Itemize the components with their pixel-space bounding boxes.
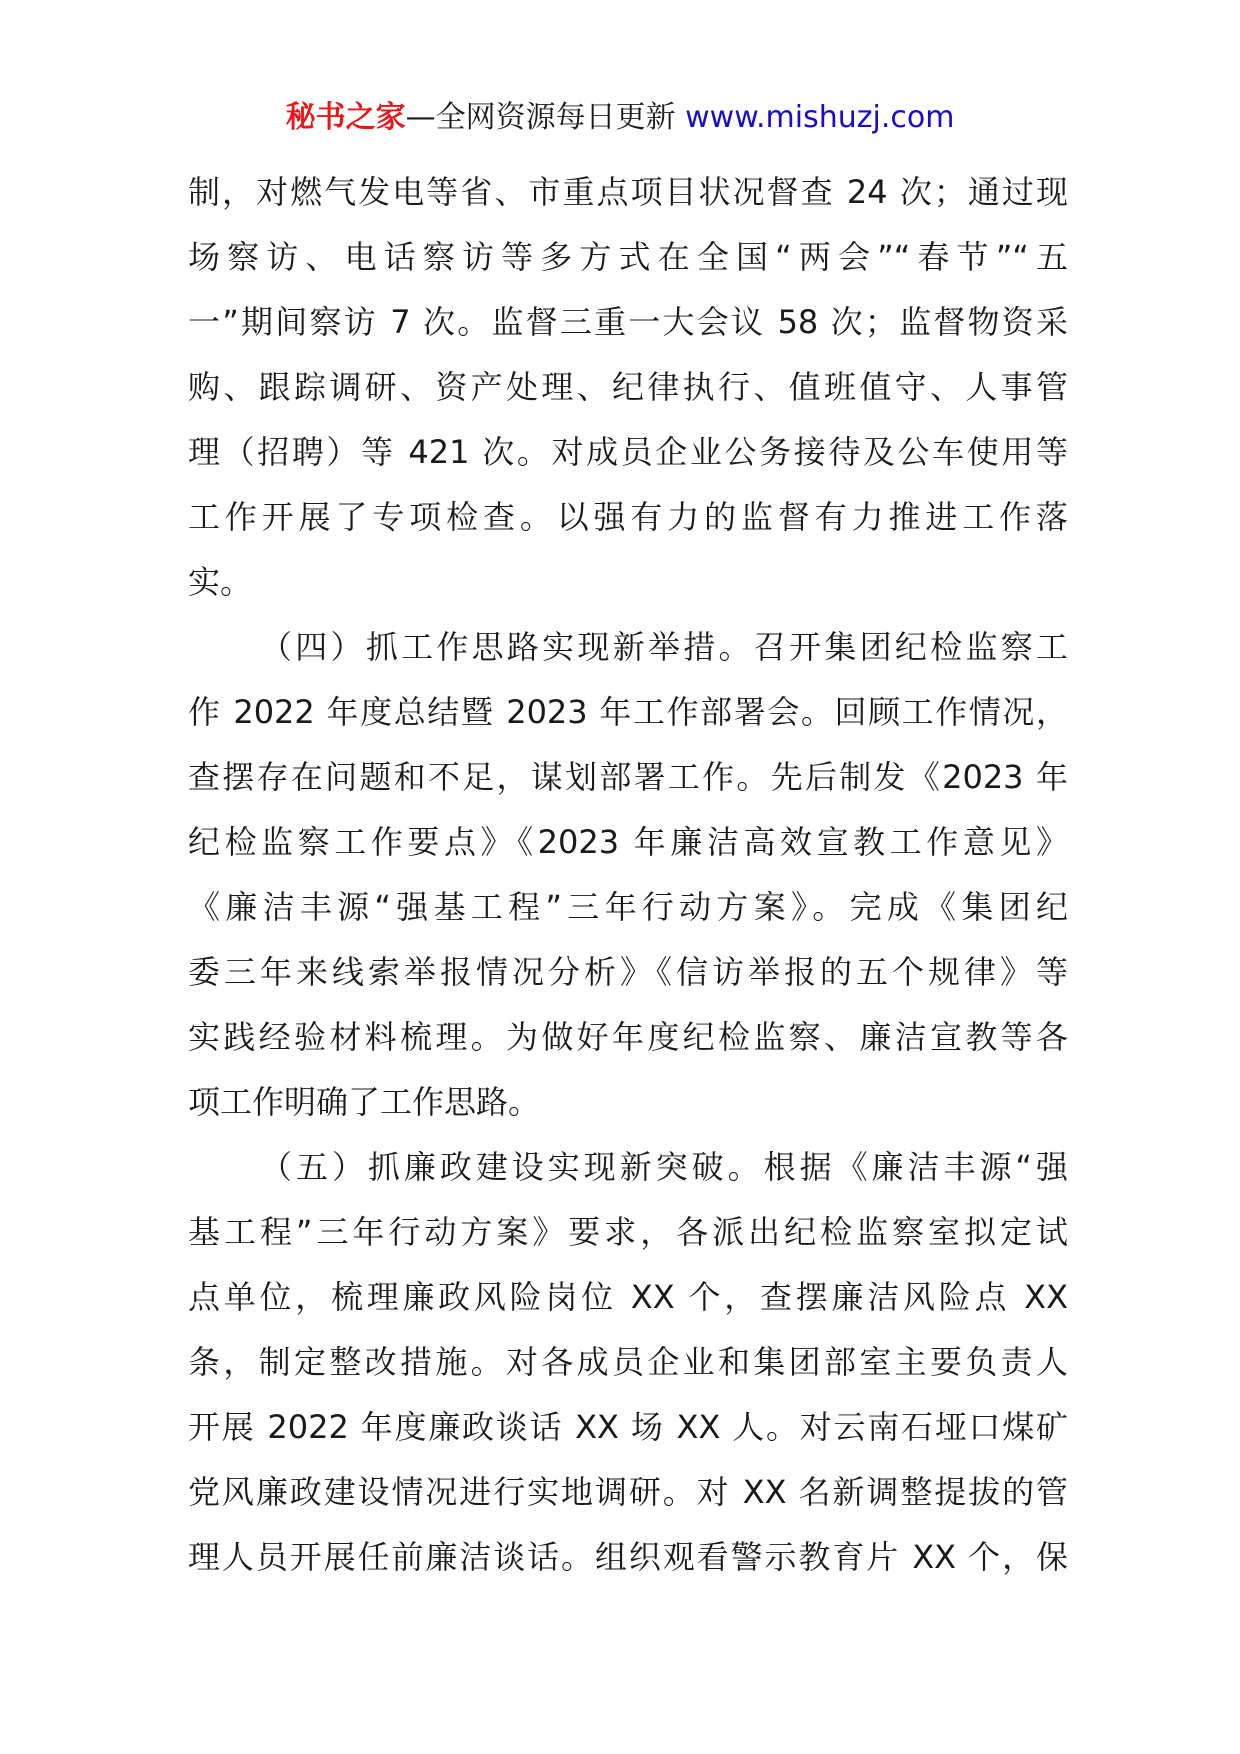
text-line: 《廉洁丰源“强基工程”三年行动方案》。完成《集团纪: [188, 888, 1068, 926]
text-line: （四）抓工作思路实现新举措。召开集团纪检监察工: [260, 628, 1068, 666]
text-line: 实。: [188, 563, 253, 601]
text-line: 委三年来线索举报情况分析》《信访举报的五个规律》等: [188, 953, 1068, 991]
document-body: [188, 160, 1068, 1590]
text-line: 制，对燃气发电等省、市重点项目状况督查 24 次；通过现: [188, 173, 1068, 211]
text-line: 场察访、电话察访等多方式在全国“两会”“春节”“五: [188, 238, 1068, 276]
text-line: 理人员开展任前廉洁谈话。组织观看警示教育片 XX 个，保: [188, 1538, 1068, 1576]
text-line: 工作开展了专项检查。以强有力的监督有力推进工作落: [188, 498, 1068, 536]
site-brand: 秘书之家: [285, 100, 406, 135]
text-line: 实践经验材料梳理。为做好年度纪检监察、廉洁宣教等各: [188, 1018, 1068, 1056]
text-line: 查摆存在问题和不足，谋划部署工作。先后制发《2023 年: [188, 758, 1068, 796]
text-line: 纪检监察工作要点》《2023 年廉洁高效宣教工作意见》: [188, 823, 1068, 861]
paragraph-integrity-building: [188, 1135, 1068, 1590]
text-line: 开展 2022 年度廉政谈话 XX 场 XX 人。对云南石垭口煤矿: [188, 1408, 1068, 1446]
text-line: 理（招聘）等 421 次。对成员企业公务接待及公车使用等: [188, 433, 1068, 471]
site-header: [0, 98, 1240, 138]
paragraph-work-ideas: [188, 615, 1068, 1135]
site-tagline: —全网资源每日更新: [405, 100, 676, 135]
text-line: （五）抓廉政建设实现新突破。根据《廉洁丰源“强: [260, 1148, 1068, 1186]
text-line: 基工程”三年行动方案》要求，各派出纪检监察室拟定试: [188, 1213, 1068, 1251]
text-line: 项工作明确了工作思路。: [188, 1083, 541, 1121]
paragraph-supervision: [188, 160, 1068, 615]
text-line: 点单位，梳理廉政风险岗位 XX 个，查摆廉洁风险点 XX: [188, 1278, 1068, 1316]
text-line: 条，制定整改措施。对各成员企业和集团部室主要负责人: [188, 1343, 1068, 1381]
text-line: 购、跟踪调研、资产处理、纪律执行、值班值守、人事管: [188, 368, 1068, 406]
site-url-link[interactable]: www.mishuzj.com: [685, 100, 955, 135]
text-line: 作 2022 年度总结暨 2023 年工作部署会。回顾工作情况，: [188, 693, 1068, 731]
text-line: 党风廉政建设情况进行实地调研。对 XX 名新调整提拔的管: [188, 1473, 1068, 1511]
text-line: 一”期间察访 7 次。监督三重一大会议 58 次；监督物资采: [188, 303, 1068, 341]
